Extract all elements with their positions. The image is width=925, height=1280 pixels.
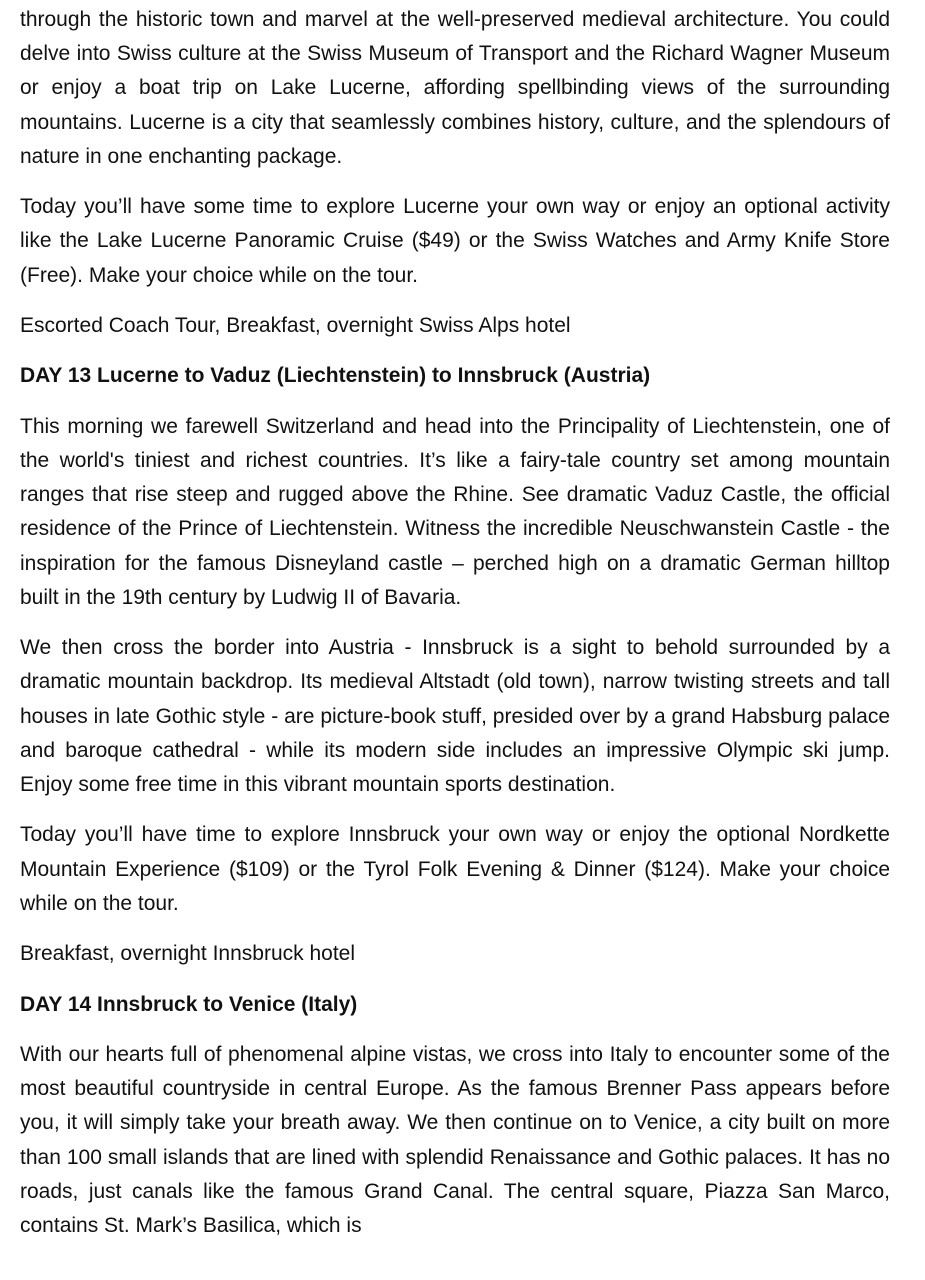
day14-venice-paragraph: With our hearts full of phenomenal alpine vistas, we cross into Italy to encounter some of the most beautiful countryside in central Europe. As the famous Brenner Pass appears before you, it will simply take your breath away. We then continue on to Venice, a city built on more than 100 small islands that are lined with splendid Renaissance and Gothic palaces. It has no roads, just canals like the famous Grand Canal. The central square, Piazza San Marco, contains St. Mark’s Basilica, which is <box>20 1042 890 1237</box>
lucerne-optional-activities-paragraph: Today you’ll have some time to explore Lucerne your own way or enjoy an optional activity like the Lake Lucerne Panoramic Cruise ($49) or the Swiss Watches and Army Knife Store (Free). Make your choice while on the tour. <box>20 195 890 287</box>
day13-inclusions: Breakfast, overnight Innsbruck hotel <box>20 942 356 966</box>
day13-optional-activities-paragraph: Today you’ll have time to explore Innsbruck your own way or enjoy the optional Nordkette Mountain Experience ($109) or the Tyrol Folk Evening & Dinner ($124). Make your choice while on the tour. <box>20 823 890 915</box>
day13-innsbruck-paragraph: We then cross the border into Austria - Innsbruck is a sight to behold surrounded by a dramatic mountain backdrop. Its medieval Altstadt (old town), narrow twisting streets and tall houses in late Gothic style - are picture-book stuff, presided over by a grand Habsburg palace and baroque cathedral - while its modern side includes an impressive Olympic ski jump. Enjoy some free time in this vibrant mountain sports destination. <box>20 636 890 796</box>
lucerne-description-paragraph: through the historic town and marvel at the well-preserved medieval architecture. You could delve into Swiss culture at the Swiss Museum of Transport and the Richard Wagner Museum or enjoy a boat trip on Lake Lucerne, affording spellbinding views of the surrounding mountains. Lucerne is a city that seamlessly combines history, culture, and the splendours of nature in one enchanting package. <box>20 8 890 168</box>
day13-heading: DAY 13 Lucerne to Vaduz (Liechtenstein) to Innsbruck (Austria) <box>20 364 651 388</box>
day14-heading: DAY 14 Innsbruck to Venice (Italy) <box>20 992 358 1016</box>
day12-inclusions: Escorted Coach Tour, Breakfast, overnight Swiss Alps hotel <box>20 314 571 337</box>
document-page <box>20 3 890 1259</box>
day13-liechtenstein-paragraph: This morning we farewell Switzerland and head into the Principality of Liechtenstein, one of the world's tiniest and richest countries. It’s like a fairy-tale country set among mountain ranges that rise steep and rugged above the Rhine. See dramatic Vaduz Castle, the official residence of the Prince of Liechtenstein. Witness the incredible Neuschwanstein Castle - the inspiration for the famous Disneyland castle – perched high on a dramatic German hilltop built in the 19th century by Ludwig II of Bavaria. <box>20 414 890 609</box>
